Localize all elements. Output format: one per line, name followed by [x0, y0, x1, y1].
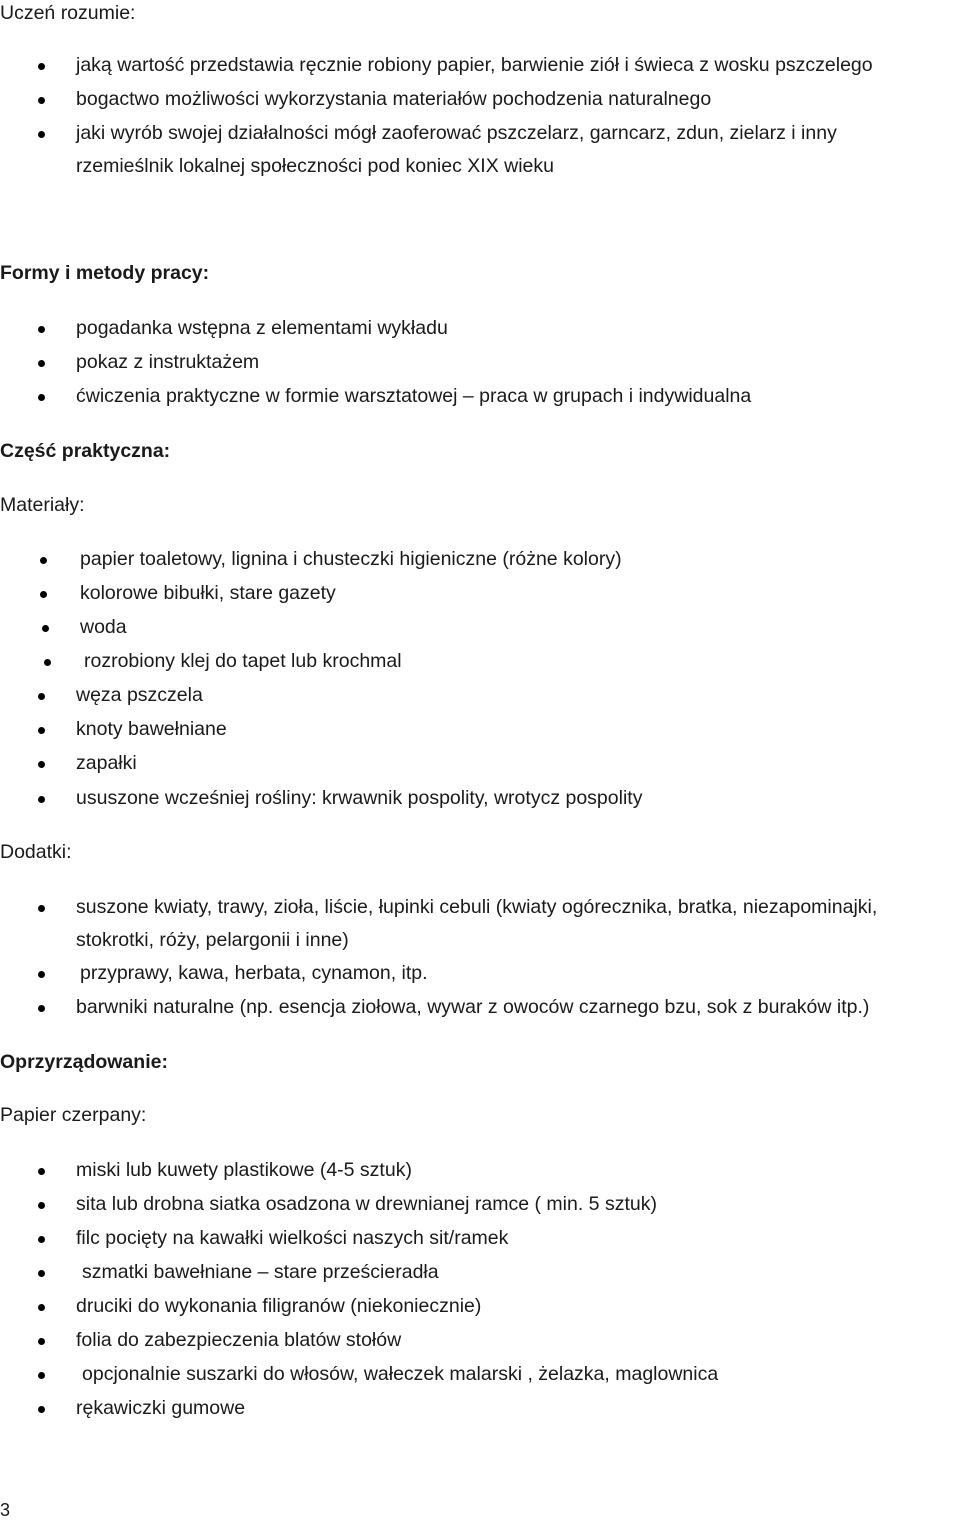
heading-uczen-rozumie: Uczeń rozumie:	[0, 2, 136, 24]
bullet-dot	[38, 761, 45, 768]
bullet-dot	[42, 625, 49, 632]
list-item: knoty bawełniane	[76, 718, 227, 740]
list-item: jaki wyrób swojej działalności mógł zaoferować pszczelarz, garncarz, zdun, zielarz i inny	[76, 122, 837, 144]
list-item: przyprawy, kawa, herbata, cynamon, itp.	[80, 962, 428, 984]
bullet-dot	[38, 1202, 45, 1209]
bullet-dot	[38, 693, 45, 700]
bullet-dot	[44, 659, 51, 666]
list-item: szmatki bawełniane – stare prześcieradła	[82, 1261, 439, 1283]
list-item-continuation: stokrotki, róży, pelargonii i inne)	[76, 929, 349, 951]
list-item: bogactwo możliwości wykorzystania materiałów pochodzenia naturalnego	[76, 88, 712, 110]
heading-papier-czerpany: Papier czerpany:	[0, 1104, 147, 1126]
bullet-dot	[38, 1304, 45, 1311]
list-item: filc pocięty na kawałki wielkości naszych sit/ramek	[76, 1227, 509, 1249]
heading-dodatki: Dodatki:	[0, 841, 72, 863]
heading-oprzyrzadowanie: Oprzyrządowanie:	[0, 1051, 168, 1073]
bullet-dot	[38, 971, 45, 978]
list-item: pokaz z instruktażem	[76, 351, 260, 373]
list-item: woda	[80, 616, 127, 638]
heading-czesc-praktyczna: Część praktyczna:	[0, 440, 171, 462]
list-item: druciki do wykonania filigranów (niekoniecznie)	[76, 1295, 482, 1317]
bullet-dot	[38, 727, 45, 734]
bullet-dot	[38, 1236, 45, 1243]
list-item: barwniki naturalne (np. esencja ziołowa, wywar z owoców czarnego bzu, sok z buraków itp.)	[76, 996, 870, 1018]
bullet-dot	[38, 905, 45, 912]
bullet-dot	[38, 1338, 45, 1345]
bullet-dot	[38, 97, 45, 104]
list-item: suszone kwiaty, trawy, zioła, liście, łupinki cebuli (kwiaty ogórecznika, bratka, niezapominajki,	[76, 896, 878, 918]
list-item: rękawiczki gumowe	[76, 1397, 246, 1419]
list-item: węza pszczela	[76, 684, 203, 706]
list-item-continuation: rzemieślnik lokalnej społeczności pod koniec XIX wieku	[76, 155, 554, 177]
list-item: pogadanka wstępna z elementami wykładu	[76, 317, 448, 339]
list-item: miski lub kuwety plastikowe (4-5 sztuk)	[76, 1159, 412, 1181]
bullet-dot	[38, 360, 45, 367]
bullet-dot	[38, 1168, 45, 1175]
bullet-dot	[38, 1372, 45, 1379]
list-item: ćwiczenia praktyczne w formie warsztatowej – praca w grupach i indywidualna	[76, 385, 752, 407]
bullet-dot	[38, 63, 45, 70]
list-item: opcjonalnie suszarki do włosów, wałeczek malarski , żelazka, maglownica	[82, 1363, 719, 1385]
list-item: rozrobiony klej do tapet lub krochmal	[84, 650, 402, 672]
heading-formy-metody: Formy i metody pracy:	[0, 262, 210, 284]
page-number: 3	[0, 1500, 11, 1520]
list-item: kolorowe bibułki, stare gazety	[80, 582, 336, 604]
list-item: jaką wartość przedstawia ręcznie robiony papier, barwienie ziół i świeca z wosku pszczelego	[76, 54, 873, 76]
bullet-dot	[38, 1005, 45, 1012]
bullet-dot	[38, 131, 45, 138]
list-item: papier toaletowy, lignina i chusteczki higieniczne (różne kolory)	[80, 548, 622, 570]
list-item: sita lub drobna siatka osadzona w drewnianej ramce ( min. 5 sztuk)	[76, 1193, 657, 1215]
bullet-dot	[38, 1270, 45, 1277]
bullet-dot	[38, 394, 45, 401]
list-item: folia do zabezpieczenia blatów stołów	[76, 1329, 402, 1351]
bullet-dot	[40, 591, 47, 598]
heading-materialy: Materiały:	[0, 494, 85, 516]
bullet-dot	[38, 796, 45, 803]
list-item: zapałki	[76, 752, 137, 774]
list-item: ususzone wcześniej rośliny: krwawnik pospolity, wrotycz pospolity	[76, 787, 643, 809]
bullet-dot	[40, 557, 47, 564]
bullet-dot	[38, 326, 45, 333]
bullet-dot	[38, 1406, 45, 1413]
